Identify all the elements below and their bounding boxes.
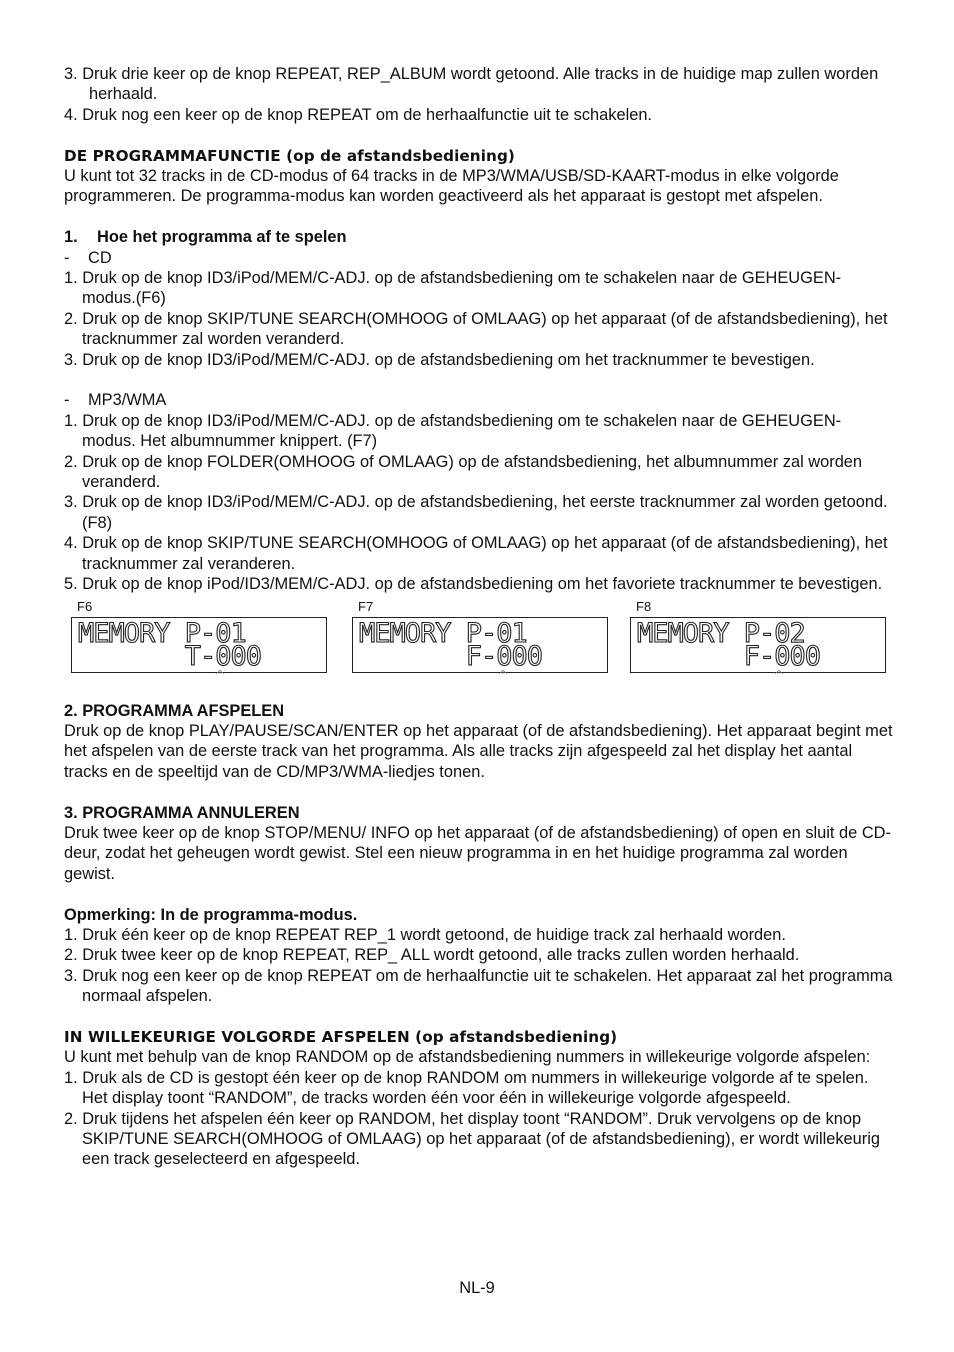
mp3-dash: -: [64, 391, 70, 410]
lcd-line-1: MEMORY P-01: [359, 617, 527, 649]
cancel-heading: 3. PROGRAMMA ANNULEREN: [64, 803, 300, 822]
cd-step-3: 3. Druk op de knop ID3/iPod/MEM/C-ADJ. op de afstandsbediening om het tracknummer te bevestigen.: [64, 350, 815, 369]
note-item-2: 2. Druk twee keer op de knop REPEAT, REP_ ALL wordt getoond, alle tracks zullen worden herhaald.: [64, 946, 800, 965]
mp3-step-2: 2. Druk op de knop FOLDER(OMHOOG of OMLAAG) op de afstandsbediening, het albumnummer zal worden veranderd.: [64, 452, 863, 492]
note-item-1: 1. Druk één keer op de knop REPEAT REP_1 wordt getoond, de huidige track zal herhaald worden.: [64, 925, 786, 944]
lcd-line-1: MEMORY P-02: [637, 617, 805, 649]
figure-f7: [352, 599, 614, 673]
subheading-title: Hoe het programma af te spelen: [97, 228, 347, 247]
subheading-number: 1.: [64, 228, 78, 247]
figure-f8: [630, 599, 892, 673]
page-number: NL-9: [459, 1279, 495, 1297]
random-item-2: 2. Druk tijdens het afspelen één keer op RANDOM, het display toont “RANDOM”. Druk vervolgens op de knop SKIP/TUNE SEARCH(OMHOOG of OMLAAG) op het apparaat (of de afstandsbediening), er wordt willekeurig een track geselecteerd en afgespeeld.: [64, 1109, 881, 1169]
cd-step-2: 2. Druk op de knop SKIP/TUNE SEARCH(OMHOOG of OMLAAG) op het apparaat (of de afstandsbediening), het tracknummer zal worden veranderd.: [64, 309, 888, 349]
lcd-display: [630, 617, 886, 673]
program-heading: DE PROGRAMMAFUNCTIE (op de afstandsbediening): [64, 146, 515, 165]
mp3-step-4: 4. Druk op de knop SKIP/TUNE SEARCH(OMHOOG of OMLAAG) op het apparaat (of de afstandsbediening), het tracknummer zal veranderen.: [64, 534, 888, 573]
repeat-step-4: 4. Druk nog een keer op de knop REPEAT om de herhaalfunctie uit te schakelen.: [64, 105, 652, 124]
lcd-line-1: MEMORY P-01: [78, 617, 246, 649]
figure-caption: F7: [358, 598, 374, 614]
blink-marker-icon: [631, 618, 887, 674]
repeat-step-3: 3. Druk drie keer op de knop REPEAT, REP_ALBUM wordt getoond. Alle tracks in de huidige map zullen worden herhaald.: [64, 65, 879, 104]
mp3-label: [64, 390, 894, 410]
cd-label: [64, 248, 894, 268]
figure-caption: F8: [636, 598, 652, 614]
mp3-step-3: 3. Druk op de knop ID3/iPod/MEM/C-ADJ. op de afstandsbediening, het eerste tracknummer zal worden getoond.(F8): [64, 493, 888, 532]
note-item-3: 3. Druk nog een keer op de knop REPEAT om de herhaalfunctie uit te schakelen. Het apparaat zal het programma normaal afspelen.: [64, 966, 893, 1006]
lcd-line-2: F-000: [359, 640, 543, 672]
blink-marker-icon: [353, 618, 609, 674]
cancel-text: Druk twee keer op de knop STOP/MENU/ INFO op het apparaat (of de afstandsbediening) of open en sluit de CD-deur, zodat het geheugen wordt gewist. Stel een nieuw programma in en het huidige programma zal worden gewist.: [64, 823, 891, 883]
random-heading: IN WILLEKEURIGE VOLGORDE AFSPELEN (op afstandsbediening): [64, 1027, 618, 1046]
mp3-step-5: 5. Druk op de knop iPod/ID3/MEM/C-ADJ. op de afstandsbediening om het favoriete tracknummer te bevestigen.: [64, 575, 883, 594]
manual-page: [64, 64, 894, 1170]
lcd-line-2: F-000: [637, 640, 821, 672]
lcd-figures: [64, 599, 894, 691]
blink-marker-icon: [72, 618, 328, 674]
play-heading: 2. PROGRAMMA AFSPELEN: [64, 701, 285, 720]
cd-dash: -: [64, 248, 70, 267]
mp3-label-text: MP3/WMA: [88, 391, 167, 410]
program-intro: U kunt tot 32 tracks in de CD-modus of 64 tracks in de MP3/WMA/USB/SD-KAART-modus in elke volgorde programmeren. De programma-modus kan worden geactiveerd als het apparaat is gestopt met afspelen.: [64, 167, 839, 206]
random-item-1: 1. Druk als de CD is gestopt één keer op de knop RANDOM om nummers in willekeurige volgorde af te spelen. Het display toont “RANDOM”, de tracks worden één voor één in willekeurige volgorde afgespeeld.: [64, 1068, 869, 1108]
cd-label-text: CD: [88, 248, 112, 267]
lcd-line-2: T-000: [78, 640, 262, 672]
lcd-display: [71, 617, 327, 673]
cd-step-1: 1. Druk op de knop ID3/iPod/MEM/C-ADJ. op de afstandsbediening om te schakelen naar de GEHEUGEN-modus.(F6): [64, 269, 842, 308]
random-intro: U kunt met behulp van de knop RANDOM op de afstandsbediening nummers in willekeurige volgorde afspelen:: [64, 1048, 871, 1067]
mp3-step-1: 1. Druk op de knop ID3/iPod/MEM/C-ADJ. op de afstandsbediening om te schakelen naar de GEHEUGEN-modus. Het albumnummer knippert. (F7): [64, 411, 842, 451]
program-subheading: [64, 227, 894, 247]
figure-f6: [71, 599, 333, 673]
note-heading: Opmerking: In de programma-modus.: [64, 905, 358, 924]
lcd-display: [352, 617, 608, 673]
figure-caption: F6: [77, 598, 93, 614]
play-text: Druk op de knop PLAY/PAUSE/SCAN/ENTER op het apparaat (of de afstandsbediening). Het apparaat begint met het afspelen van de eerste track van het programma. Als alle tracks zijn afgespeeld zal het display het aantal tracks en de speeltijd van de CD/MP3/WMA-liedjes tonen.: [64, 721, 893, 781]
